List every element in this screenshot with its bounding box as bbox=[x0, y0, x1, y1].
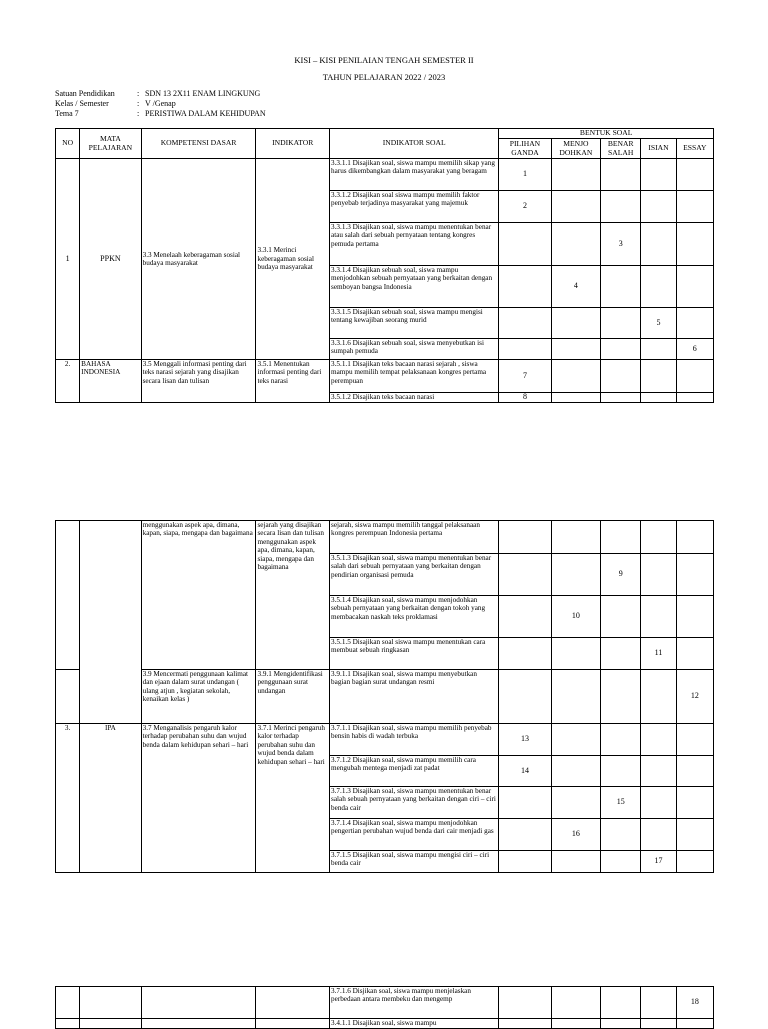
indikator-soal-cell: 3.3.1.2 Disajikan soal siswa mampu memilih faktor penyebab terjadinya masyarakat yang majemuk bbox=[330, 191, 499, 223]
isian-cell bbox=[641, 787, 676, 819]
kd-cell: 3.7 Menganalisis pengaruh kalor terhadap perubahan suhu dan wujud benda dalam kehidupan sehari – hari bbox=[141, 724, 256, 873]
menjodohkan-cell bbox=[551, 554, 600, 596]
row-number: 3. bbox=[56, 724, 80, 873]
header-bentuk-soal: BENTUK SOAL bbox=[499, 129, 714, 139]
subject-cell: PPKN bbox=[80, 159, 141, 360]
indikator-soal-cell: 3.5.1.3 Disajikan soal, siswa mampu menentukan benar salah dari sebuah pernyataan yang berkaitan dengan pendirian organisasi pemuda bbox=[330, 554, 499, 596]
subject-cell: IPA bbox=[80, 724, 141, 873]
header-isian: ISIAN bbox=[641, 139, 676, 159]
menjodohkan-cell bbox=[551, 756, 600, 787]
benar-salah-cell bbox=[601, 724, 641, 756]
isian-cell bbox=[641, 670, 676, 724]
pg-cell bbox=[499, 223, 551, 266]
header-indikator: INDIKATOR bbox=[256, 129, 330, 159]
row-number: 1 bbox=[56, 159, 80, 360]
indikator-cell: 3.9.1 Mengidentifikasi penggunaan surat undangan bbox=[256, 670, 330, 724]
indikator-soal-cell: 3.3.1.1 Disajikan soal, siswa mampu memilih sikap yang harus dikembangkan dalam masyarakat yang beragam bbox=[330, 159, 499, 191]
row-number bbox=[56, 521, 80, 670]
menjodohkan-cell bbox=[551, 360, 600, 393]
benar-salah-cell bbox=[601, 393, 641, 403]
menjodohkan-cell bbox=[551, 724, 600, 756]
table-row bbox=[56, 521, 714, 554]
essay-cell bbox=[676, 521, 713, 554]
isian-cell bbox=[641, 554, 676, 596]
menjodohkan-cell bbox=[551, 223, 600, 266]
isian-cell: 17 bbox=[641, 851, 676, 873]
isian-cell bbox=[641, 266, 676, 308]
indikator-soal-cell: 3.9.1.1 Disajikan soal, siswa mampu menyebutkan bagian bagian surat undangan resmi bbox=[330, 670, 499, 724]
pg-cell bbox=[499, 521, 551, 554]
indikator-soal-cell: 3.3.1.4 Disajikan sebuah soal, siswa mampu menjodohkan sebuah pernyataan yang berkaitan dengan semboyan bangsa Indonesia bbox=[330, 266, 499, 308]
meta-value: PERISTIWA DALAM KEHIDUPAN bbox=[145, 109, 266, 118]
table-row bbox=[56, 724, 714, 756]
header-pilihan-ganda: PILIHAN GANDA bbox=[499, 139, 551, 159]
kd-cell: menggunakan aspek apa, dimana, kapan, siapa, mengapa dan bagaimana bbox=[141, 521, 256, 670]
indikator-soal-cell: 3.7.1.3 Disajikan soal, siswa mampu menentukan benar salah sebuah pernyataan yang berkaitan dengan ciri – ciri benda cair bbox=[330, 787, 499, 819]
menjodohkan-cell bbox=[551, 191, 600, 223]
essay-cell bbox=[676, 819, 713, 851]
meta-colon: : bbox=[137, 99, 140, 108]
essay-cell bbox=[676, 191, 713, 223]
meta-value: SDN 13 2X11 ENAM LINGKUNG bbox=[145, 89, 261, 98]
meta-row bbox=[55, 109, 266, 119]
pg-cell bbox=[499, 308, 551, 339]
benar-salah-cell bbox=[601, 819, 641, 851]
indikator-soal-cell: sejarah, siswa mampu memilih tanggal pelaksanaan kongres perempuan Indonesia pertama bbox=[330, 521, 499, 554]
benar-salah-cell bbox=[601, 308, 641, 339]
pg-cell: 7 bbox=[499, 360, 551, 393]
indikator-soal-cell: 3.4.1.1 Disajikan soal, siswa mampu bbox=[330, 1019, 499, 1029]
menjodohkan-cell bbox=[551, 159, 600, 191]
isian-cell: 5 bbox=[641, 308, 676, 339]
indikator-soal-cell: 3.7.1.2 Disajikan soal, siswa mampu memilih cara mengubah mentega menjadi zat padat bbox=[330, 756, 499, 787]
menjodohkan-cell bbox=[551, 393, 600, 403]
table-row bbox=[56, 670, 714, 724]
pg-cell bbox=[499, 987, 551, 1019]
benar-salah-cell bbox=[601, 159, 641, 191]
benar-salah-cell bbox=[601, 339, 641, 360]
benar-salah-cell bbox=[601, 266, 641, 308]
pg-cell: 1 bbox=[499, 159, 551, 191]
meta-colon: : bbox=[137, 109, 140, 118]
benar-salah-cell bbox=[601, 670, 641, 724]
row-number bbox=[56, 987, 80, 1019]
indikator-soal-cell: 3.5.1.2 Disajikan teks bacaan narasi bbox=[330, 393, 499, 403]
table-row bbox=[56, 159, 714, 191]
header-essay: ESSAY bbox=[676, 139, 713, 159]
pg-cell bbox=[499, 787, 551, 819]
menjodohkan-cell bbox=[551, 521, 600, 554]
isian-cell bbox=[641, 756, 676, 787]
isian-cell bbox=[641, 521, 676, 554]
essay-cell bbox=[676, 554, 713, 596]
indikator-soal-cell: 3.5.1.4 Disajikan soal, siswa mampu menjodohkan sebuah pernyataan yang berkaitan dengan tokoh yang membacakan naskah teks proklamasi bbox=[330, 596, 499, 638]
isian-cell bbox=[641, 339, 676, 360]
essay-cell bbox=[676, 724, 713, 756]
kisi-table-page3 bbox=[55, 986, 714, 1029]
menjodohkan-cell: 10 bbox=[551, 596, 600, 638]
kisi-table-page1 bbox=[55, 128, 714, 403]
header-kompetensi-dasar: KOMPETENSI DASAR bbox=[141, 129, 256, 159]
essay-cell bbox=[676, 596, 713, 638]
isian-cell bbox=[641, 360, 676, 393]
meta-row bbox=[55, 99, 266, 109]
indikator-cell: 3.5.1 Menentukan informasi penting dari teks narasi bbox=[256, 360, 330, 403]
menjodohkan-cell: 16 bbox=[551, 819, 600, 851]
indikator-soal-cell: 3.3.1.6 Disajikan sebuah soal, siswa menyebutkan isi sumpah pemuda bbox=[330, 339, 499, 360]
essay-cell: 6 bbox=[676, 339, 713, 360]
pg-cell: 8 bbox=[499, 393, 551, 403]
document-title: KISI – KISI PENILAIAN TENGAH SEMESTER II bbox=[294, 55, 474, 65]
indikator-soal-cell: 3.3.1.3 Disajikan soal, siswa mampu menentukan benar atau salah dari sebuah pernyataan tentang kongres pemuda pertama bbox=[330, 223, 499, 266]
row-number: 2. bbox=[56, 360, 80, 403]
pg-cell bbox=[499, 554, 551, 596]
indikator-soal-cell: 3.7.1.6 Disjikan soal, siswa mampu menjelaskan perbedaan antara membeku dan mengemp bbox=[330, 987, 499, 1019]
essay-cell bbox=[676, 787, 713, 819]
menjodohkan-cell bbox=[551, 987, 600, 1019]
menjodohkan-cell: 4 bbox=[551, 266, 600, 308]
document-subtitle: TAHUN PELAJARAN 2022 / 2023 bbox=[322, 72, 446, 82]
essay-cell bbox=[676, 159, 713, 191]
meta-key: Satuan Pendidikan bbox=[55, 89, 115, 98]
subject-cell bbox=[80, 521, 141, 724]
benar-salah-cell bbox=[601, 638, 641, 670]
header-mata-pelajaran: MATA PELAJARAN bbox=[80, 129, 141, 159]
isian-cell bbox=[641, 819, 676, 851]
essay-cell: 18 bbox=[676, 987, 713, 1019]
kisi-table-page2 bbox=[55, 520, 714, 873]
menjodohkan-cell bbox=[551, 339, 600, 360]
essay-cell bbox=[676, 308, 713, 339]
isian-cell bbox=[641, 223, 676, 266]
subject-cell: BAHASA INDONESIA bbox=[80, 360, 141, 403]
isian-cell bbox=[641, 987, 676, 1019]
pg-cell bbox=[499, 266, 551, 308]
benar-salah-cell: 9 bbox=[601, 554, 641, 596]
pg-cell bbox=[499, 670, 551, 724]
menjodohkan-cell bbox=[551, 638, 600, 670]
menjodohkan-cell bbox=[551, 851, 600, 873]
pg-cell bbox=[499, 596, 551, 638]
benar-salah-cell bbox=[601, 191, 641, 223]
isian-cell: 11 bbox=[641, 638, 676, 670]
indikator-cell: sejarah yang disajikan secara lisan dan tulisan menggunakan aspek apa, dimana, kapan, siapa, mengapa dan bagaimana bbox=[256, 521, 330, 670]
indikator-soal-cell: 3.7.1.5 Disajikan soal, siswa mampu mengisi ciri – ciri benda cair bbox=[330, 851, 499, 873]
benar-salah-cell bbox=[601, 360, 641, 393]
kd-cell: 3.5 Menggali informasi penting dari teks narasi sejarah yang disajikan secara lisan dan tulisan bbox=[141, 360, 256, 403]
benar-salah-cell bbox=[601, 756, 641, 787]
indikator-cell: 3.3.1 Merinci keberagaman sosial budaya masyarakat bbox=[256, 159, 330, 360]
essay-cell bbox=[676, 756, 713, 787]
isian-cell bbox=[641, 393, 676, 403]
pg-cell bbox=[499, 819, 551, 851]
row-number bbox=[56, 670, 80, 724]
indikator-soal-cell: 3.5.1.5 Disajikan soal siswa mampu menentukan cara membuat sebuah ringkasan bbox=[330, 638, 499, 670]
meta-colon: : bbox=[137, 89, 140, 98]
indikator-soal-cell: 3.7.1.4 Disajikan soal, siswa mampu menjodohkan pengertian perubahan wujud benda dari cair menjadi gas bbox=[330, 819, 499, 851]
pg-cell bbox=[499, 339, 551, 360]
header-indikator-soal: INDIKATOR SOAL bbox=[330, 129, 499, 159]
meta-key: Tema 7 bbox=[55, 109, 79, 118]
essay-cell: 12 bbox=[676, 670, 713, 724]
essay-cell bbox=[676, 393, 713, 403]
indikator-soal-cell: 3.3.1.5 Disajikan sebuah soal, siswa mampu mengisi tentang kewajiban seorang murid bbox=[330, 308, 499, 339]
essay-cell bbox=[676, 638, 713, 670]
menjodohkan-cell bbox=[551, 670, 600, 724]
benar-salah-cell bbox=[601, 987, 641, 1019]
header-menjodohkan: MENJO DOHKAN bbox=[551, 139, 600, 159]
header-benar-salah: BENAR SALAH bbox=[601, 139, 641, 159]
kd-cell: 3.9 Mencermati penggunaan kalimat dan ejaan dalam surat undangan ( ulang atjun , kegiatan sekolah, kenaikan kelas ) bbox=[141, 670, 256, 724]
isian-cell bbox=[641, 724, 676, 756]
benar-salah-cell bbox=[601, 851, 641, 873]
menjodohkan-cell bbox=[551, 308, 600, 339]
meta-key: Kelas / Semester bbox=[55, 99, 109, 108]
indikator-soal-cell: 3.7.1.1 Disajikan soal, siswa mampu memilih penyebab bensin habis di wadah terbuka bbox=[330, 724, 499, 756]
meta-value: V /Genap bbox=[145, 99, 176, 108]
essay-cell bbox=[676, 266, 713, 308]
benar-salah-cell: 15 bbox=[601, 787, 641, 819]
pg-cell bbox=[499, 851, 551, 873]
pg-cell: 14 bbox=[499, 756, 551, 787]
benar-salah-cell bbox=[601, 521, 641, 554]
isian-cell bbox=[641, 596, 676, 638]
essay-cell bbox=[676, 851, 713, 873]
menjodohkan-cell bbox=[551, 787, 600, 819]
benar-salah-cell bbox=[601, 596, 641, 638]
header-no: NO bbox=[56, 129, 80, 159]
isian-cell bbox=[641, 159, 676, 191]
essay-cell bbox=[676, 223, 713, 266]
isian-cell bbox=[641, 191, 676, 223]
meta-row bbox=[55, 89, 266, 99]
indikator-cell bbox=[256, 987, 330, 1019]
kd-cell: 3.3 Menelaah keberagaman sosial budaya masyarakat bbox=[141, 159, 256, 360]
document-meta bbox=[55, 89, 266, 119]
kd-cell bbox=[141, 987, 256, 1019]
pg-cell bbox=[499, 638, 551, 670]
pg-cell: 2 bbox=[499, 191, 551, 223]
table-row bbox=[56, 987, 714, 1019]
indikator-cell: 3.7.1 Merinci pengaruh kalor terhadap perubahan suhu dan wujud benda dalam kehidupan sehari – hari bbox=[256, 724, 330, 873]
table-row bbox=[56, 360, 714, 393]
benar-salah-cell: 3 bbox=[601, 223, 641, 266]
indikator-soal-cell: 3.5.1.1 Disajikan teks bacaan narasi sejarah , siswa mampu memilih tempat pelaksanaan kongres pertama perempuan bbox=[330, 360, 499, 393]
essay-cell bbox=[676, 360, 713, 393]
pg-cell: 13 bbox=[499, 724, 551, 756]
subject-cell bbox=[80, 987, 141, 1019]
